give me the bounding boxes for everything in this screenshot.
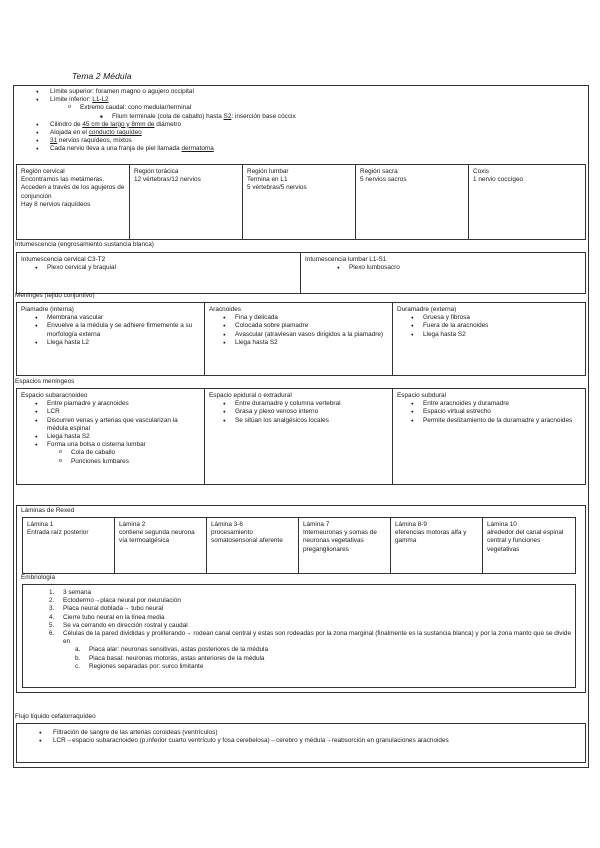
extremo-caudal: o Extremo caudal: cono medular/terminal ■ Filum terminale (cola de caballo) hasta S2: inserción base cóccix	[14, 104, 588, 120]
lamina-1: Lámina 1 Entrada raíz posterior	[23, 518, 115, 573]
espacio-subdural: Espacio subdural ● Entre aracnoides y duramadre ● Espacio virtual estrecho ● Permite deslizamiento de la duramadre y aracnoides	[393, 389, 585, 484]
lamina-7: Lámina 7 Interneuronas y somas de neuronas vegetativas preganglionares	[299, 518, 391, 573]
limite-inferior: ● Límite inferior: L1-L2 o Extremo caudal: cono medular/terminal ■ Filum terminale (cola de caballo) hasta S2: inserción base cóccix	[14, 96, 588, 121]
laminas-table	[22, 517, 576, 574]
espacio-subaracnoideo: Espacio subaracnoideo ● Entre piamadre y aracnoides ● LCR ● Discurren venas y arterias que vascularizan la médula espinal ● Llega hasta S2 ● Forma una bolsa o cisterna lumbar o Cola de caballo o Punciones lumbares	[17, 389, 205, 484]
embrio-item-6: 6. Células de la pared divididas y proliferando→ rodean canal central y estas son rodeadas por la zona marginal (finalmente es la sustancia blanca) y por la zona manto que se divide en a. Placa alar: neuronas sensitivas, astas posteriores de la médula b. Placa basal: neuronas motoras, astas anteriores de la médula c. Regiones separadas por: surco limitante	[23, 630, 575, 671]
notes-frame	[13, 85, 589, 768]
embrio-item-3: 3. Placa neural doblada→ tubo neural	[49, 605, 164, 613]
espacios-heading: Espacios meníngeos	[15, 378, 75, 385]
intumescencia-cervical: Intumescencia cervical C3-T2 ● Plexo cervical y braquial	[17, 253, 301, 293]
flujo-item-1: ● Filtración de sangre de las arterias coroideas (ventrículos)	[17, 729, 585, 737]
region-cervical: Región cervical Encontramos las metámeras. Acceden a través de los agujeros de conjunción Hay 8 nervios raquídeos	[17, 165, 130, 239]
lamina-2: Lámina 2 contiene segunda neurona vía termoalgésica	[115, 518, 207, 573]
embrio-sub-a: a. Placa alar: neuronas sensitivas, astas posteriores de la médula	[75, 646, 269, 654]
flujo-heading: Flujo líquido cefalorraquídeo	[15, 713, 96, 720]
region-lumbar: Región lumbar Termina en L1 5 vértebras/5 nervios	[243, 165, 356, 239]
regions-table	[16, 164, 586, 240]
embrio-sub-b: b. Placa basal: neuronas motoras, astas anteriores de la médula	[75, 654, 265, 662]
lamina-8-9: Lámina 8-9 eferencias motoras alfa y gamma	[391, 518, 483, 573]
filum-terminale: ■ Filum terminale (cola de caballo) hasta S2: inserción base cóccix	[14, 113, 588, 121]
embrio-sub-c: c. Regiones separadas por: surco limitante	[75, 662, 204, 670]
meninges-table	[16, 302, 586, 376]
meninges-heading: Meninges (tejido conjuntivo)	[15, 292, 95, 299]
page-title: Tema 2 Médula	[72, 71, 132, 81]
intro-section	[14, 88, 588, 154]
region-sacra: Región sacra 5 nervios sacros	[356, 165, 469, 239]
embrio-item-5: 5. Se va cerrando en dirección rostral y caudal	[49, 621, 188, 629]
dermatoma: ● Cada nervio lleva a una franja de piel llamada dermatoma	[14, 145, 588, 153]
region-coxis: Coxis 1 nervio coccígeo	[473, 168, 524, 184]
embrio-item-2: 2. Ectodermo→placa neural por neurulación	[49, 597, 181, 605]
meninges-duramadre: Duramadre (externa) ● Gruesa y fibrosa ● Fuera de la aracnoides ● Llega hasta S2	[393, 303, 585, 375]
laminas-embriologia-box	[16, 505, 586, 693]
meninges-piamadre: Piamadre (interna) ● Membrana vascular ● Envuelve a la médula y se adhiere firmemente a su morfología externa ● Llega hasta L2	[17, 303, 205, 375]
lamina-3-6: Lámina 3-6 procesamiento somatosensorial aferente	[207, 518, 299, 573]
intumescencia-table	[16, 252, 586, 294]
cilindro: ● Cilindro de 45 cm de largo y 8mm de diámetro	[14, 121, 588, 129]
espacios-table	[16, 388, 586, 485]
flujo-box	[16, 723, 586, 763]
alojada: ● Alojada en el conducto raquídeo	[14, 129, 588, 137]
limite-superior: ● Límite superior: foramen magno o agujero occipital	[14, 88, 588, 96]
flujo-item-2: ● LCR→espacio subaracnoideo (p.inferior cuarto ventrículo y fosa cerebelosa)→cerebro y médula→reabsorción en granulaciones aracnoides	[17, 737, 585, 745]
intumescencia-lumbar: Intumescencia lumbar L1-S1 ● Plexo lumbosacro	[301, 253, 585, 293]
embrio-item-1: 1. 3 semana	[49, 589, 92, 596]
embriologia-box	[22, 584, 576, 688]
lamina-10: Lámina 10 alrededor del canal espinal central y funciones vegetativas	[487, 521, 564, 553]
embrio-item-4: 4. Cierre tubo neural en la línea media	[49, 613, 165, 621]
intumescencia-heading: Intumescencia (engrosamiento sustancia blanca)	[15, 241, 154, 248]
meninges-aracnoides: Aracnoides ● Fina y delicada ● Colocada sobre piamadre ● Avascular (atraviesan vasos dirigidos a la piamadre) ● Llega hasta S2	[205, 303, 393, 375]
nervios-raquideos: ● 31 nervios raquídeos, mixtos	[14, 137, 588, 145]
espacio-epidural: Espacio epidural o extradural ● Entre duramadre y columna vertebral ● Grasa y plexo venoso interno ● Se sitúan los analgésicos locales	[205, 389, 393, 484]
embriologia-heading: Embriología	[21, 574, 56, 581]
laminas-heading: Láminas de Rexed	[21, 507, 75, 514]
region-toracica: Región torácica 12 vértebras/12 nervios	[130, 165, 243, 239]
